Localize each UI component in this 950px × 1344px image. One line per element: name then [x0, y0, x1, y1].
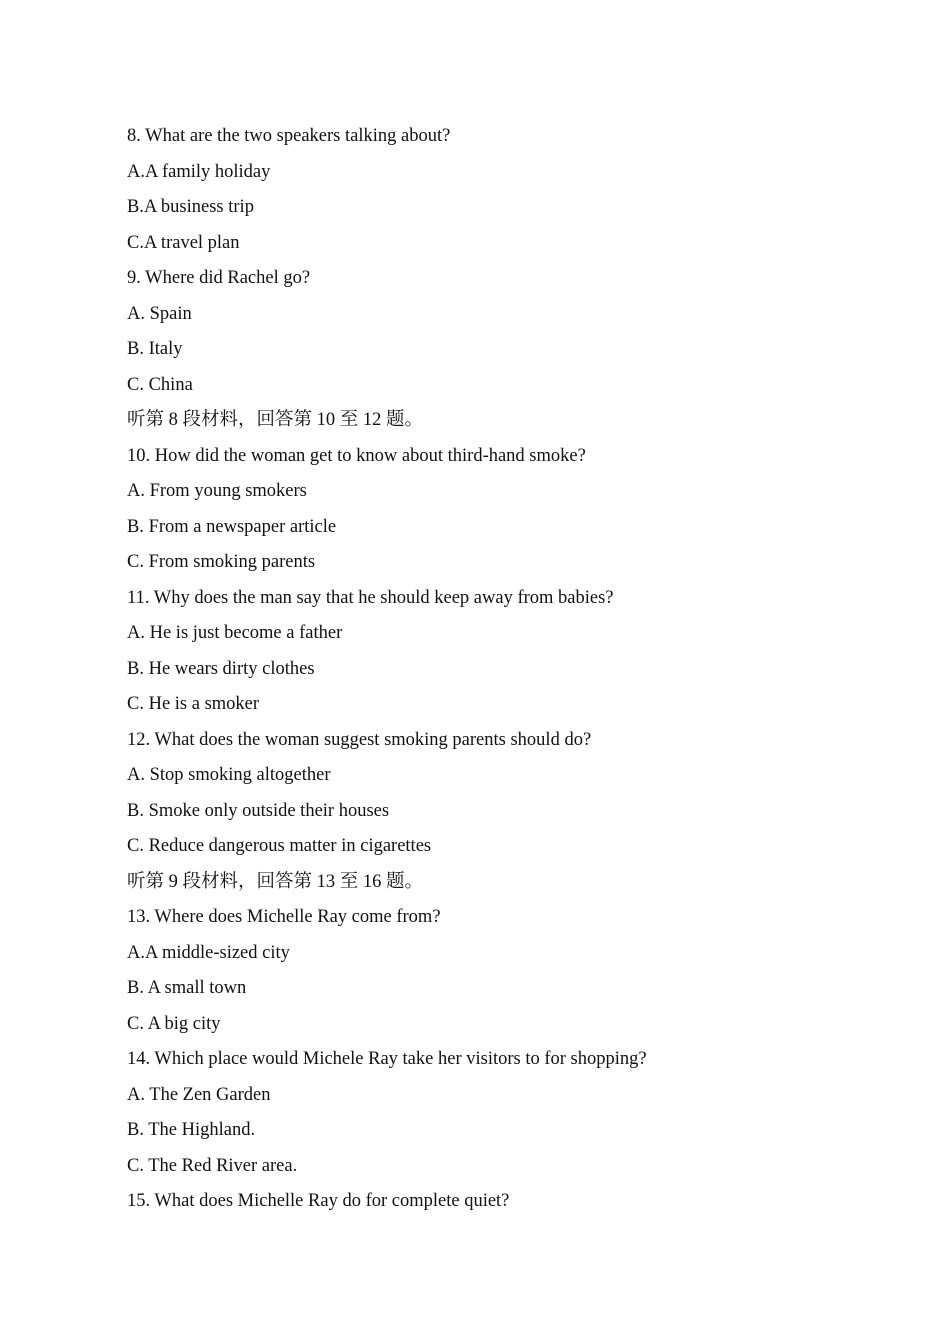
question-13: 13. Where does Michelle Ray come from? — [127, 907, 441, 927]
option-9a: A. Spain — [127, 303, 192, 324]
option-13b: B. A small town — [127, 978, 247, 998]
question-14: 14. Which place would Michele Ray take her visitors to for shopping? — [127, 1049, 647, 1069]
question-9: 9. Where did Rachel go? — [127, 268, 311, 288]
question-15: 15. What does Michelle Ray do for complete quiet? — [127, 1191, 510, 1211]
option-12a: A. Stop smoking altogether — [127, 765, 331, 785]
option-13c: C. A big city — [127, 1013, 221, 1034]
option-10a: A. From young smokers — [127, 481, 307, 501]
question-11: 11. Why does the man say that he should keep away from babies? — [127, 587, 614, 608]
question-list — [127, 119, 847, 1220]
option-10b: B. From a newspaper article — [127, 516, 337, 537]
option-12b: B. Smoke only outside their houses — [127, 800, 390, 821]
option-11b: B. He wears dirty clothes — [127, 658, 315, 679]
option-14a: A. The Zen Garden — [127, 1084, 271, 1105]
option-11a: A. He is just become a father — [127, 623, 343, 643]
question-10: 10. How did the woman get to know about third-hand smoke? — [127, 445, 586, 466]
question-12: 12. What does the woman suggest smoking parents should do? — [127, 729, 592, 750]
option-8a: A.A family holiday — [127, 161, 271, 182]
option-8b: B.A business trip — [127, 197, 254, 217]
option-8c: C.A travel plan — [127, 232, 240, 253]
question-8: 8. What are the two speakers talking about? — [127, 126, 451, 146]
option-14c: C. The Red River area. — [127, 1155, 298, 1176]
option-10c: C. From smoking parents — [127, 552, 316, 572]
option-11c: C. He is a smoker — [127, 694, 260, 714]
option-9c: C. China — [127, 374, 193, 395]
option-12c: C. Reduce dangerous matter in cigarettes — [127, 836, 432, 856]
option-13a: A.A middle-sized city — [127, 942, 290, 963]
option-14b: B. The Highland. — [127, 1120, 256, 1140]
section-instruction-9: 听第 9 段材料，回答第 13 至 16 题。 — [127, 871, 424, 892]
section-instruction-8: 听第 8 段材料，回答第 10 至 12 题。 — [127, 410, 424, 430]
option-9b: B. Italy — [127, 339, 183, 359]
